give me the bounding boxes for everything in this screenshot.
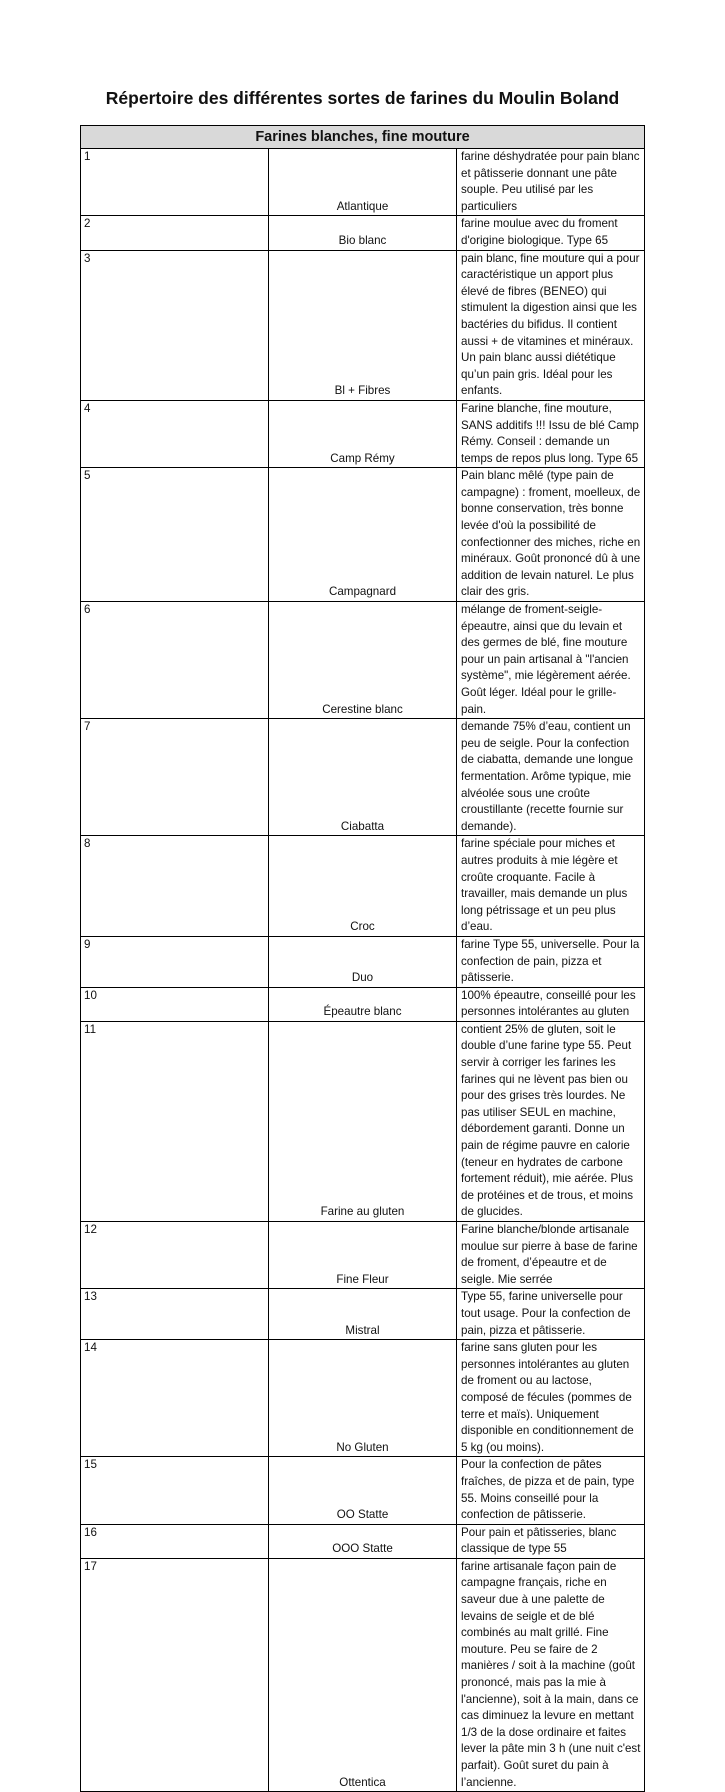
row-number: 13 (81, 1289, 269, 1340)
flour-name: Cerestine blanc (269, 602, 457, 719)
table-row (81, 836, 645, 937)
flour-description: farine sans gluten pour les personnes intolérantes au gluten de froment ou au lactose, composé de fécules (pommes de terre et maïs). Uniquement disponible en conditionnement de 5 kg (ou moins). (457, 1340, 645, 1457)
table-row (81, 468, 645, 602)
flour-description: pain blanc, fine mouture qui a pour caractéristique un apport plus élevé de fibres (BENEO) qui stimulent la digestion ainsi que les bactéries du bifidus. Il contient aussi + de vitamines et minéraux. Un pain blanc aussi diététique qu’un pain gris. Idéal pour les enfants. (457, 250, 645, 400)
flour-name: Ottentica (269, 1558, 457, 1791)
row-number: 10 (81, 987, 269, 1021)
row-number: 1 (81, 149, 269, 216)
table-row (81, 216, 645, 250)
flour-description: Pour pain et pâtisseries, blanc classique de type 55 (457, 1524, 645, 1558)
flour-name: OO Statte (269, 1457, 457, 1524)
flour-description: farine déshydratée pour pain blanc et pâtisserie donnant une pâte souple. Peu utilisé par les particuliers (457, 149, 645, 216)
flour-name: Bio blanc (269, 216, 457, 250)
flour-name: Épeautre blanc (269, 987, 457, 1021)
row-number: 15 (81, 1457, 269, 1524)
table-row (81, 602, 645, 719)
flour-name: Campagnard (269, 468, 457, 602)
flour-description: mélange de froment-seigle-épeautre, ainsi que du levain et des germes de blé, fine mouture pour un pain artisanal à "l'ancien système", mie légèrement aérée. Goût léger. Idéal pour le grille-pain. (457, 602, 645, 719)
flour-name: No Gluten (269, 1340, 457, 1457)
flour-description: farine moulue avec du froment d'origine biologique. Type 65 (457, 216, 645, 250)
row-number: 9 (81, 936, 269, 987)
row-number: 14 (81, 1340, 269, 1457)
table-row (81, 1524, 645, 1558)
row-number: 11 (81, 1021, 269, 1221)
flour-name: Croc (269, 836, 457, 937)
table-row (81, 400, 645, 467)
table-row (81, 1021, 645, 1221)
flour-name: Ciabatta (269, 719, 457, 836)
flour-name: Atlantique (269, 149, 457, 216)
flour-name: Bl + Fibres (269, 250, 457, 400)
page-title: Répertoire des différentes sortes de farines du Moulin Boland (105, 88, 620, 108)
flour-description: Farine blanche, fine mouture, SANS additifs !!! Issu de blé Camp Rémy. Conseil : demande un temps de repos plus long. Type 65 (457, 400, 645, 467)
flour-name: Camp Rémy (269, 400, 457, 467)
table-row (81, 1457, 645, 1524)
flour-description: Pour la confection de pâtes fraîches, de pizza et de pain, type 55. Moins conseillé pour la confection de pâtisserie. (457, 1457, 645, 1524)
table-row (81, 719, 645, 836)
flour-description: farine spéciale pour miches et autres produits à mie légère et croûte croquante. Facile à travailler, mais demande un plus long pétrissage et un peu plus d’eau. (457, 836, 645, 937)
table-section-header (81, 126, 645, 149)
row-number: 8 (81, 836, 269, 937)
flour-name: Duo (269, 936, 457, 987)
flour-name: Farine au gluten (269, 1021, 457, 1221)
row-number: 16 (81, 1524, 269, 1558)
row-number: 3 (81, 250, 269, 400)
row-number: 2 (81, 216, 269, 250)
table-row (81, 1558, 645, 1791)
flour-description: Type 55, farine universelle pour tout usage. Pour la confection de pain, pizza et pâtisserie. (457, 1289, 645, 1340)
table-row (81, 987, 645, 1021)
flour-description: demande 75% d’eau, contient un peu de seigle. Pour la confection de ciabatta, demande une longue fermentation. Arôme typique, mie alvéolée sous une croûte croustillante (recette fournie sur demande). (457, 719, 645, 836)
table-row (81, 1340, 645, 1457)
flour-description: Farine blanche/blonde artisanale moulue sur pierre à base de farine de froment, d’épeautre et de seigle. Mie serrée (457, 1222, 645, 1289)
flour-name: Fine Fleur (269, 1222, 457, 1289)
flour-description: 100% épeautre, conseillé pour les personnes intolérantes au gluten (457, 987, 645, 1021)
row-number: 7 (81, 719, 269, 836)
table-row (81, 250, 645, 400)
table-row (81, 1222, 645, 1289)
row-number: 4 (81, 400, 269, 467)
table-row (81, 936, 645, 987)
flour-description: farine Type 55, universelle. Pour la confection de pain, pizza et pâtisserie. (457, 936, 645, 987)
flour-name: OOO Statte (269, 1524, 457, 1558)
row-number: 12 (81, 1222, 269, 1289)
section-header-label: Farines blanches, fine mouture (81, 126, 645, 149)
row-number: 5 (81, 468, 269, 602)
flour-description: Pain blanc mêlé (type pain de campagne) : froment, moelleux, de bonne conservation, très bonne levée d'où la possibilité de confectionner des miches, riche en minéraux. Goût prononcé dû à une addition de levain naturel. Le plus clair des gris. (457, 468, 645, 602)
table-row (81, 1289, 645, 1340)
row-number: 6 (81, 602, 269, 719)
row-number: 17 (81, 1558, 269, 1791)
table-row (81, 149, 645, 216)
flour-name: Mistral (269, 1289, 457, 1340)
flour-table (80, 125, 645, 1792)
flour-description: contient 25% de gluten, soit le double d’une farine type 55. Peut servir à corriger les farines les farines qui ne lèvent pas bien ou pour des grises très lourdes. Ne pas utiliser SEUL en machine, débordement garanti. Donne un pain de régime pauvre en calorie (teneur en hydrates de carbone fortement réduit), mie aérée. Plus de protéines et de trous, et moins de glucides. (457, 1021, 645, 1221)
flour-description: farine artisanale façon pain de campagne français, riche en saveur due à une palette de levains de seigle et de blé combinés au malt grillé. Fine mouture. Peu se faire de 2 manières / soit à la machine (goût prononcé, mais pas la mie à l'ancienne), soit à la main, dans ce cas diminuez la levure en mettant 1/3 de la dose ordinaire et faites lever la pâte min 3 h (une nuit c'est parfait). Goût suret du pain à l’ancienne. (457, 1558, 645, 1791)
